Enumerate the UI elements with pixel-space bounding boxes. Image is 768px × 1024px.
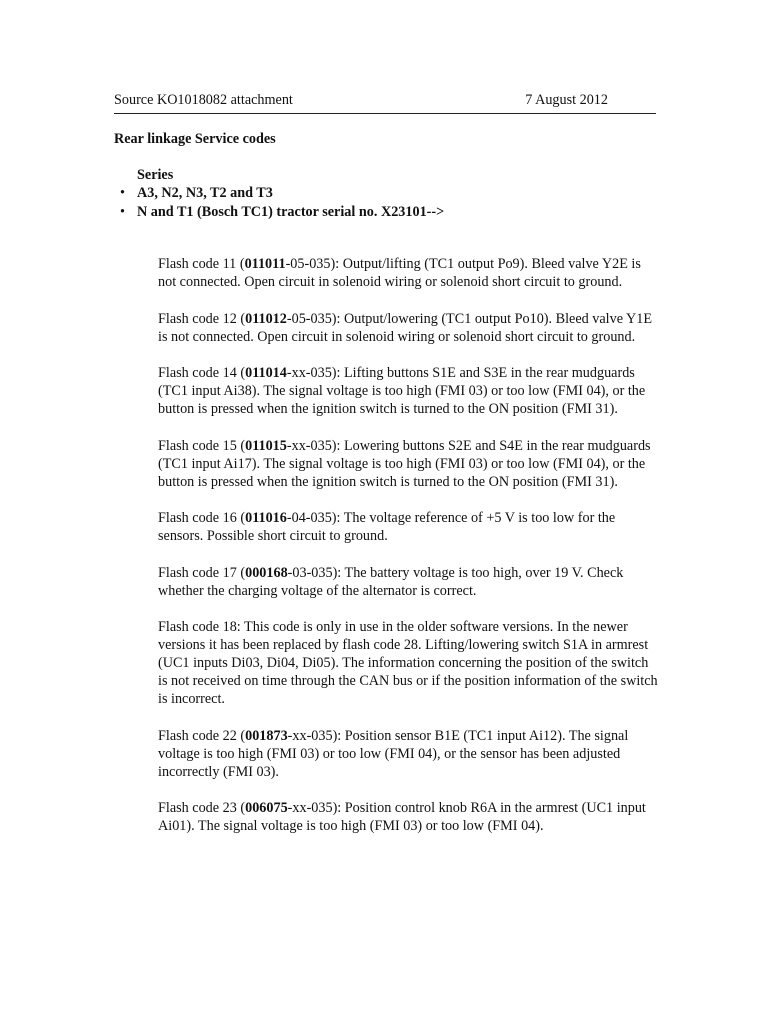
code-number: 011015	[245, 437, 287, 454]
code-description: -xx-035): Lowering buttons S2E and S4E in the rear mudguards (TC1 input Ai17). The signal voltage is too high (FMI 03) or too low (FMI 04), or the button is pressed when the ignition switch is turned to the ON position (FMI 31).	[158, 437, 651, 490]
flash-code-entry	[158, 310, 658, 346]
series-list	[115, 185, 444, 223]
flash-code-entry	[158, 509, 658, 545]
flash-code-entry	[158, 799, 658, 835]
code-prefix: Flash code 17 (	[158, 564, 246, 581]
code-prefix: Flash code 23 (	[158, 800, 246, 816]
page-header	[114, 92, 656, 114]
code-description: -03-035): The battery voltage is too high, over 19 V. Check whether the charging voltage of the alternator is correct.	[158, 564, 624, 599]
code-number: 006075	[245, 800, 288, 816]
series-heading: Series	[137, 167, 174, 183]
code-description: -05-035): Output/lifting (TC1 output Po9). Bleed valve Y2E is not connected. Open circuit in solenoid wiring or solenoid short circuit to ground.	[158, 256, 641, 290]
flash-code-entry	[158, 255, 658, 291]
code-description: -xx-035): Position control knob R6A in the armrest (UC1 input Ai01). The signal voltage is too high (FMI 03) or too low (FMI 04).	[158, 800, 646, 834]
code-prefix: Flash code 16 (	[158, 510, 246, 526]
code-prefix: Flash code 11 (	[158, 256, 245, 272]
document-title: Rear linkage Service codes	[114, 131, 276, 147]
header-source: Source KO1018082 attachment	[114, 92, 293, 108]
code-prefix: Flash code 12 (	[158, 310, 246, 327]
code-prefix: Flash code 15 (	[158, 437, 246, 454]
flash-code-entry	[158, 564, 658, 600]
flash-code-entry	[158, 437, 658, 491]
code-number: 011012	[245, 310, 287, 327]
series-item	[115, 204, 444, 223]
code-number: 011011	[244, 256, 286, 272]
header-date: 7 August 2012	[525, 92, 608, 108]
series-item-text: N and T1 (Bosch TC1) tractor serial no. X23101-->	[137, 204, 445, 220]
flash-code-entry	[158, 618, 658, 708]
code-number: 000168	[245, 564, 288, 581]
flash-code-list	[158, 255, 658, 854]
flash-code-entry	[158, 364, 658, 418]
bullet-icon: •	[120, 185, 125, 201]
flash-code-entry	[158, 727, 658, 781]
series-item	[115, 185, 444, 204]
code-prefix: Flash code 14 (	[158, 365, 246, 381]
bullet-icon: •	[120, 204, 125, 220]
code-description: -05-035): Output/lowering (TC1 output Po10). Bleed valve Y1E is not connected. Open circuit in solenoid wiring or solenoid short circuit to ground.	[158, 310, 653, 345]
code-description: -xx-035): Lifting buttons S1E and S3E in the rear mudguards (TC1 input Ai38). The signal voltage is too high (FMI 03) or too low (FMI 04), or the button is pressed when the ignition switch is turned to the ON position (FMI 31).	[158, 365, 646, 417]
code-description: -04-035): The voltage reference of +5 V is too low for the sensors. Possible short circuit to ground.	[158, 510, 616, 544]
series-item-text: A3, N2, N3, T2 and T3	[137, 185, 273, 201]
code-number: 011014	[245, 365, 287, 381]
code-number: 001873	[245, 727, 288, 744]
code-number: 011016	[245, 510, 287, 526]
code-prefix: Flash code 18: This code is only in use in the older software versions. In the newer versions it has been replaced by flash code 28. Lifting/lowering switch S1A in armrest (UC1 inputs Di03, Di04, Di05). The information concerning the position of the switch is not received on time through the CAN bus or if the position information of the switch is incorrect.	[158, 619, 658, 707]
code-description: -xx-035): Position sensor B1E (TC1 input Ai12). The signal voltage is too high (FMI 03) or too low (FMI 04), or the sensor has been adjusted incorrectly (FMI 03).	[158, 727, 629, 780]
code-prefix: Flash code 22 (	[158, 727, 246, 744]
